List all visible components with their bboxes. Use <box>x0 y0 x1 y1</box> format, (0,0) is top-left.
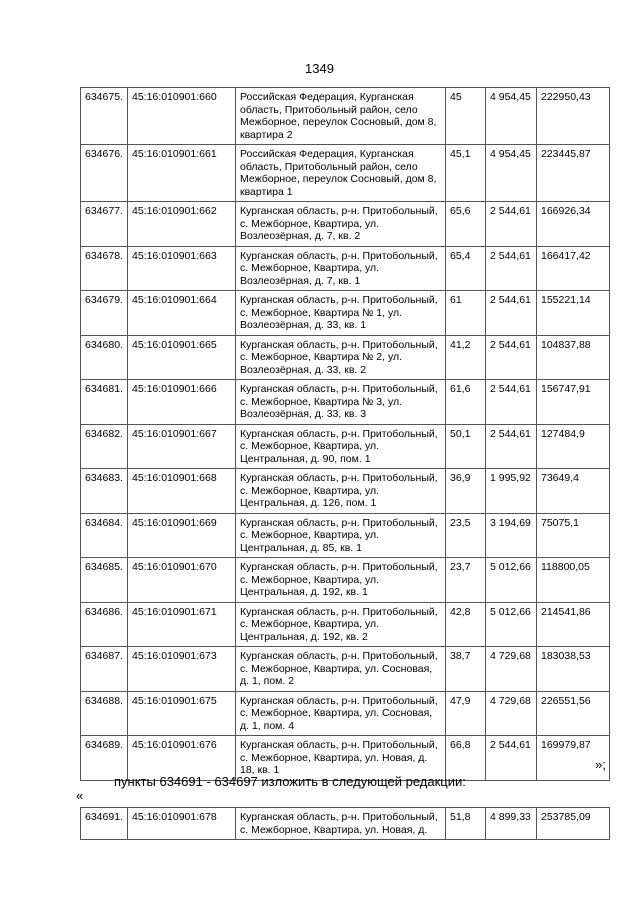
cadastral-value-cell: 104837,88 <box>537 335 610 380</box>
unit-value-cell: 3 194,69 <box>486 513 537 558</box>
table-row <box>81 647 610 692</box>
table-row <box>81 145 610 202</box>
unit-value-cell: 5 012,66 <box>486 602 537 647</box>
address-cell: Курганская область, р-н. Притобольный, с. Межборное, Квартира, ул. Возлеозёрная, д. 7, кв. 2 <box>236 202 446 247</box>
cadastral-value-cell: 156747,91 <box>537 380 610 425</box>
address-cell: Курганская область, р-н. Притобольный, с. Межборное, Квартира, ул. Возлеозёрная, д. 7, кв. 1 <box>236 246 446 291</box>
table-row <box>81 335 610 380</box>
row-number-cell: 634689. <box>81 736 128 781</box>
row-number-cell: 634685. <box>81 558 128 603</box>
area-cell: 45,1 <box>446 145 486 202</box>
row-number-cell: 634680. <box>81 335 128 380</box>
closing-quote: »; <box>595 757 606 772</box>
address-cell: Курганская область, р-н. Притобольный, с. Межборное, Квартира № 3, ул. Возлеозёрная, д. 33, кв. 3 <box>236 380 446 425</box>
unit-value-cell: 4 954,45 <box>486 88 537 145</box>
area-cell: 42,8 <box>446 602 486 647</box>
cadastral-number-cell: 45:16:010901:667 <box>128 424 236 469</box>
row-number-cell: 634687. <box>81 647 128 692</box>
opening-quote: « <box>76 788 84 803</box>
unit-value-cell: 4 729,68 <box>486 691 537 736</box>
area-cell: 51,8 <box>446 808 486 840</box>
cadastral-value-cell: 183038,53 <box>537 647 610 692</box>
cadastral-value-cell: 118800,05 <box>537 558 610 603</box>
cadastral-value-cell: 253785,09 <box>537 808 610 840</box>
register-table-continued <box>80 807 610 840</box>
area-cell: 61 <box>446 291 486 336</box>
cadastral-number-cell: 45:16:010901:670 <box>128 558 236 603</box>
row-number-cell: 634675. <box>81 88 128 145</box>
area-cell: 47,9 <box>446 691 486 736</box>
address-cell: Курганская область, р-н. Притобольный, с. Межборное, Квартира, ул. Центральная, д. 192, кв. 1 <box>236 558 446 603</box>
row-number-cell: 634678. <box>81 246 128 291</box>
table-row <box>81 380 610 425</box>
cadastral-number-cell: 45:16:010901:662 <box>128 202 236 247</box>
area-cell: 66,8 <box>446 736 486 781</box>
cadastral-value-cell: 73649,4 <box>537 469 610 514</box>
amendment-paragraph: пункты 634691 - 634697 изложить в следующей редакции: <box>114 774 466 789</box>
unit-value-cell: 2 544,61 <box>486 736 537 781</box>
area-cell: 23,5 <box>446 513 486 558</box>
area-cell: 45 <box>446 88 486 145</box>
cadastral-number-cell: 45:16:010901:663 <box>128 246 236 291</box>
table-row <box>81 291 610 336</box>
address-cell: Курганская область, р-н. Притобольный, с. Межборное, Квартира, ул. Центральная, д. 90, пом. 1 <box>236 424 446 469</box>
unit-value-cell: 2 544,61 <box>486 380 537 425</box>
cadastral-number-cell: 45:16:010901:678 <box>128 808 236 840</box>
unit-value-cell: 1 995,92 <box>486 469 537 514</box>
cadastral-value-cell: 127484,9 <box>537 424 610 469</box>
table-row <box>81 558 610 603</box>
row-number-cell: 634676. <box>81 145 128 202</box>
unit-value-cell: 2 544,61 <box>486 246 537 291</box>
area-cell: 38,7 <box>446 647 486 692</box>
address-cell: Российская Федерация, Курганская область, Притобольный район, село Межборное, переулок Сосновый, дом 8, квартира 2 <box>236 88 446 145</box>
table-row <box>81 424 610 469</box>
area-cell: 36,9 <box>446 469 486 514</box>
cadastral-number-cell: 45:16:010901:661 <box>128 145 236 202</box>
cadastral-number-cell: 45:16:010901:676 <box>128 736 236 781</box>
unit-value-cell: 4 899,33 <box>486 808 537 840</box>
cadastral-value-cell: 169979,87 <box>537 736 610 781</box>
row-number-cell: 634691. <box>81 808 128 840</box>
area-cell: 65,4 <box>446 246 486 291</box>
row-number-cell: 634677. <box>81 202 128 247</box>
address-cell: Курганская область, р-н. Притобольный, с. Межборное, Квартира, ул. Новая, д. <box>236 808 446 840</box>
address-cell: Российская Федерация, Курганская область, Притобольный район, село Межборное, переулок Сосновый, дом 8, квартира 1 <box>236 145 446 202</box>
cadastral-number-cell: 45:16:010901:660 <box>128 88 236 145</box>
cadastral-number-cell: 45:16:010901:675 <box>128 691 236 736</box>
address-cell: Курганская область, р-н. Притобольный, с. Межборное, Квартира № 1, ул. Возлеозёрная, д. 33, кв. 1 <box>236 291 446 336</box>
cadastral-value-cell: 166926,34 <box>537 202 610 247</box>
row-number-cell: 634686. <box>81 602 128 647</box>
area-cell: 65,6 <box>446 202 486 247</box>
area-cell: 41,2 <box>446 335 486 380</box>
address-cell: Курганская область, р-н. Притобольный, с. Межборное, Квартира, ул. Сосновая, д. 1, пом. 4 <box>236 691 446 736</box>
address-cell: Курганская область, р-н. Притобольный, с. Межборное, Квартира, ул. Центральная, д. 126, пом. 1 <box>236 469 446 514</box>
page-number: 1349 <box>305 61 334 76</box>
cadastral-value-cell: 155221,14 <box>537 291 610 336</box>
cadastral-number-cell: 45:16:010901:669 <box>128 513 236 558</box>
row-number-cell: 634682. <box>81 424 128 469</box>
area-cell: 50,1 <box>446 424 486 469</box>
row-number-cell: 634688. <box>81 691 128 736</box>
area-cell: 61,6 <box>446 380 486 425</box>
unit-value-cell: 2 544,61 <box>486 202 537 247</box>
cadastral-number-cell: 45:16:010901:673 <box>128 647 236 692</box>
table-row <box>81 513 610 558</box>
row-number-cell: 634683. <box>81 469 128 514</box>
table-row <box>81 691 610 736</box>
row-number-cell: 634679. <box>81 291 128 336</box>
register-table <box>80 87 610 781</box>
cadastral-number-cell: 45:16:010901:665 <box>128 335 236 380</box>
unit-value-cell: 2 544,61 <box>486 291 537 336</box>
unit-value-cell: 4 954,45 <box>486 145 537 202</box>
cadastral-value-cell: 214541,86 <box>537 602 610 647</box>
row-number-cell: 634681. <box>81 380 128 425</box>
table-row <box>81 469 610 514</box>
unit-value-cell: 5 012,66 <box>486 558 537 603</box>
table-row <box>81 88 610 145</box>
cadastral-value-cell: 75075,1 <box>537 513 610 558</box>
unit-value-cell: 2 544,61 <box>486 335 537 380</box>
area-cell: 23,7 <box>446 558 486 603</box>
cadastral-value-cell: 166417,42 <box>537 246 610 291</box>
address-cell: Курганская область, р-н. Притобольный, с. Межборное, Квартира, ул. Новая, д. 18, кв. 1 <box>236 736 446 781</box>
address-cell: Курганская область, р-н. Притобольный, с. Межборное, Квартира № 2, ул. Возлеозёрная, д. 33, кв. 2 <box>236 335 446 380</box>
cadastral-number-cell: 45:16:010901:664 <box>128 291 236 336</box>
unit-value-cell: 4 729,68 <box>486 647 537 692</box>
address-cell: Курганская область, р-н. Притобольный, с. Межборное, Квартира, ул. Центральная, д. 85, кв. 1 <box>236 513 446 558</box>
table-row <box>81 808 610 840</box>
table-row <box>81 602 610 647</box>
row-number-cell: 634684. <box>81 513 128 558</box>
address-cell: Курганская область, р-н. Притобольный, с. Межборное, Квартира, ул. Центральная, д. 192, кв. 2 <box>236 602 446 647</box>
table-row <box>81 202 610 247</box>
cadastral-value-cell: 223445,87 <box>537 145 610 202</box>
cadastral-number-cell: 45:16:010901:671 <box>128 602 236 647</box>
cadastral-value-cell: 226551,56 <box>537 691 610 736</box>
table-row <box>81 246 610 291</box>
cadastral-number-cell: 45:16:010901:666 <box>128 380 236 425</box>
address-cell: Курганская область, р-н. Притобольный, с. Межборное, Квартира, ул. Сосновая, д. 1, пом. 2 <box>236 647 446 692</box>
cadastral-number-cell: 45:16:010901:668 <box>128 469 236 514</box>
unit-value-cell: 2 544,61 <box>486 424 537 469</box>
cadastral-value-cell: 222950,43 <box>537 88 610 145</box>
